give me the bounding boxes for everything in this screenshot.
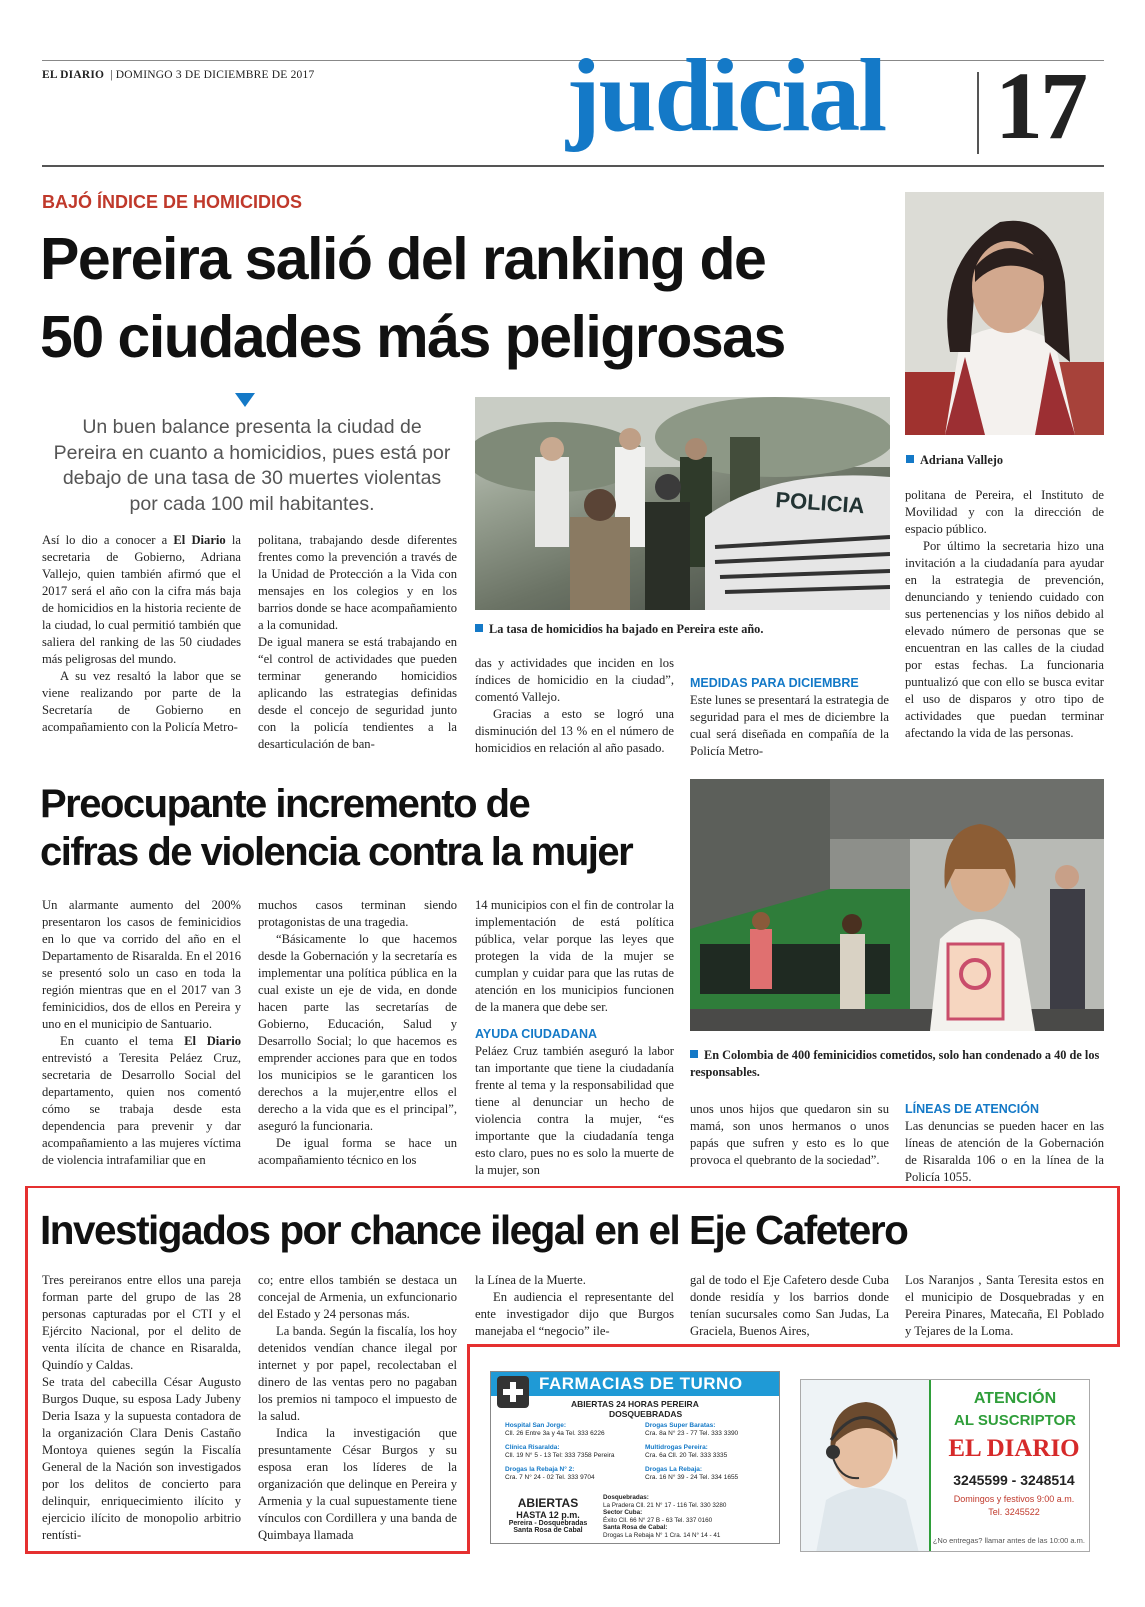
bus-station-photo [690, 779, 1104, 1031]
police-vehicle-text: POLICIA [774, 487, 866, 519]
pharmacy-cross-icon [497, 1376, 529, 1408]
abiertas-label: ABIERTAS [517, 1496, 579, 1510]
caption-bullet-icon [475, 624, 483, 632]
portrait-photo [905, 192, 1104, 435]
section-title: judicial [566, 38, 886, 153]
paper-name-inline: El Diario [184, 1034, 241, 1048]
ad-farmacias [490, 1371, 780, 1544]
story3-column2: co; entre ellos también se destaca un concejal de Armenia, un exfuncionario del Estado y 24 personas más. La banda. Según la fiscalía, los hoy detenidos vendían chance ilegal por internet y por papel, recolectaban el dinero de las ventas pero no pagaban los premios ni tampoco el impuesto de la salud. Indica la investigación que presuntamente César Burgos y su esposa eran los líderes de la organización que delinque en Pereira y Armenia y la cual supuestamente tiene vínculos con Cordillera y una banda de Quimbaya llamada [258, 1273, 457, 1542]
crime-scene-illustration [475, 397, 890, 610]
highlight-box-bottom [25, 1551, 470, 1554]
hasta-label: HASTA 12 p.m. [516, 1510, 580, 1520]
cities-line1: Pereira - Dosquebradas [508, 1520, 588, 1527]
lead-marker-icon [235, 393, 255, 407]
subhead-medidas: MEDIDAS PARA DICIEMBRE [690, 676, 859, 690]
portrait-caption: Adriana Vallejo [906, 452, 1003, 469]
pharmacy-item: Drogas la Rebaja N° 2: Cra. 7 N° 24 - 02 Tel. 333 9704 [505, 1466, 595, 1481]
story2-column4: unos unos hijos que quedaron sin su mamá, son unos hermanos o unos papás que sufren y esto es lo que provoca el quebranto de la sociedad”. [690, 1102, 889, 1167]
highlight-box-step-h [467, 1344, 1120, 1347]
highlight-box-step-v [467, 1344, 470, 1553]
ad-farmacias-list [505, 1422, 775, 1492]
ad-line1: ATENCIÓN [973, 1390, 1057, 1407]
page-number: 17 [995, 52, 1085, 159]
story1-column5: politana de Pereira, el Instituto de Movilidad y con la dirección de espacio público. Por último la secretaria hizo una invitación a la ciudadanía para ayudar en la estrategia de prevención, denunciando y teniendo cuidado con sus pertenencias y los niños debido al elevado número de personas que se encuentran en las calles de la ciudad por estas fechas. La funcionaria puntualizó que con ello se busca evitar el uso de disparos y otro tipo de actividades que puedan terminar afectando la vida de las personas. [905, 488, 1104, 740]
pharmacy-item: Clínica Risaralda: Cll. 19 N° 5 - 13 Tel: 333 7358 Pereira [505, 1444, 615, 1459]
woman-portrait-illustration [905, 192, 1104, 435]
ad-suscriptor [800, 1379, 1090, 1552]
section-divider [977, 72, 979, 154]
ad-note: ¿No entregas? llamar antes de las 10:00 a.m. [932, 1536, 1085, 1545]
story1-column2: politana, trabajando desde diferentes frentes como la prevención a través de la Unidad de Protección a la Vida con mensajes en los colegios y en los barrios donde se hace acompañamiento a la comunidad. De igual manera se está trabajando en “el control de actividades que pueden terminar generando homicidios aplicando las estrategias definidas desde el concejo de seguridad junto con la policía tendientes a la desarticulación de ban- [258, 533, 457, 751]
masthead-dateline: EL DIARIO | DOMINGO 3 DE DICIEMBRE DE 2017 [42, 69, 315, 81]
issue-date: DOMINGO 3 DE DICIEMBRE DE 2017 [115, 69, 315, 81]
story1-kicker: BAJÓ ÍNDICE DE HOMICIDIOS [42, 192, 303, 212]
highlight-box-right-lower [1117, 1186, 1120, 1346]
story1-column3: das y actividades que inciden en los índices de homicidio en la ciudad”, comentó Vallejo. Gracias a esto se logró una disminución del 13 % en el número de homicidios en relación al año pasado. [475, 656, 674, 755]
story3-headline: Investigados por chance ilegal en el Eje Cafetero [40, 1207, 908, 1253]
pharmacy-item: Drogas Super Baratas: Cra. 8a N° 23 - 77 Tel. 333 3390 [645, 1422, 739, 1437]
story1-column1: Así lo dio a conocer a El Diario la secretaria de Gobierno, Adriana Vallejo, quien también afirmó que el 2017 será el año con la cifra más baja de homicidios en la historia reciente de la ciudad, lo cual permitió también que saliera del ranking de las 50 ciudades más peligrosas del mundo. A su vez resaltó la labor que se viene realizando por parte de la Secretaría de Gobierno en acompañamiento con la Policía Metro- [42, 533, 241, 734]
pharmacy-item: Drogas La Rebaja: Cra. 16 N° 39 - 24 Tel. 334 1655 [645, 1466, 739, 1481]
story2-column3: 14 municipios con el fin de controlar la implementación de está política pública, velar porque las leyes que protegen la vida de la mujer se cumplan y cuidar para que las rutas de atención en los municipios funcionen de la manera que debe ser. AYUDA CIUDADANA Peláez Cruz también aseguró la labor tan importante que tiene la ciudadanía frente al tema y la responsabilidad que tiene al denunciar un hecho de violencia contra la mujer, “es importante que la ciudadanía tenga esto claro, pues no es solo la muerte de la mujer, son [475, 898, 674, 1177]
story3-column4: gal de todo el Eje Cafetero desde Cuba donde residía y los barrios donde tenían sucursales como San Judas, La Graciela, Buenos Aires, [690, 1273, 889, 1338]
highlight-box-left [25, 1186, 28, 1553]
story1-column4: MEDIDAS PARA DICIEMBRE Este lunes se presentará la estrategia de seguridad para el mes de diciembre la cual será diseñada en compañía de la Policía Metro- [690, 676, 889, 758]
masthead-rule [42, 165, 1104, 167]
ad-brand: EL DIARIO [948, 1435, 1080, 1462]
pharmacy-item: Multidrogas Pereira: Cra. 6a Cll. 20 Tel. 333 3335 [645, 1444, 728, 1459]
story1-headline-line2: 50 ciudades más peligrosas [40, 304, 785, 370]
paper-name-inline: El Diario [173, 533, 226, 547]
bus-photo-caption: En Colombia de 400 feminicidios cometidos, solo han condenado a 40 de los responsables. [690, 1048, 1100, 1079]
story2-column2: muchos casos terminan siendo protagonistas de una tragedia. “Básicamente lo que hacemos desde la Gobernación y la secretaría es implementar una política pública en la cual existe un eje de vida, en donde hacen parte las secretarías de Gobierno, Educación, Salud y Desarrollo Social; lo que hacemos es emprender acciones para que en todos los municipios se le garanticen los derechos a la mujer,entre ellos el derecho a la vida que es el principal”, aseguró la funcionaria. De igual forma se hace un acompañamiento técnico en los [258, 898, 457, 1167]
story2-column1: Un alarmante aumento del 200% presentaron los casos de feminicidios en lo que va corrido del año en el Departamento de Risaralda. En el 2016 se presentó solo un caso en toda la región mientras que en el 2017 van 3 feminicidios, dos de ellos en Pereira y uno en el municipio de Santuario. En cuanto el tema El Diario entrevistó a Teresita Peláez Cruz, secretaria de Desarrollo Social del departamento, quien nos comentó cómo se trabaja desde esta dependencia para prevenir y dar acompañamiento a las mujeres víctima de violencia intrafamiliar que en [42, 898, 241, 1167]
ad-tel: Tel. 3245522 [988, 1507, 1040, 1517]
ad-farmacias-sub2: DOSQUEBRADAS [609, 1409, 683, 1419]
cities-line2: Santa Rosa de Cabal [513, 1527, 583, 1534]
caption-bullet-icon [690, 1050, 698, 1058]
story3-column1: Tres pereiranos entre ellos una pareja forman parte del grupo de las 28 personas capturadas por el CTI y el Ejército Nacional, por el delito de venta ilícita de chance en Risaralda, Quindío y Caldas. Se trata del cabecilla César Augusto Burgos Duque, su esposa Lady Jubeny Deria Isaza y la supuesta contadora de la organización Clara Denis Castaño Montoya quienes según la Fiscalía General de la Nación son investigados por los delitos de concierto para delinquir, enriquecimiento ilícito y ejercicio ilícito de monopolio arbitrio rentísti- [42, 1273, 241, 1542]
story2-headline-line1: Preocupante incremento de [40, 782, 530, 826]
crime-scene-photo [475, 397, 890, 610]
ad-farmacias-bottom-left [497, 1496, 599, 1540]
ad-farmacias-bottom-right: Dosquebradas: La Pradera Cll. 21 N° 17 - 116 Tel. 330 3280 Sector Cuba: Éxito Cll. 66 N° 27 B - 63 Tel. 337 0160 Santa Rosa de Cabal: Drogas La Rebaja N° 1 Cra. 14 N° 14 - 41 [603, 1494, 727, 1539]
bus-station-illustration [690, 779, 1104, 1031]
ad-farmacias-title: FARMACIAS DE TURNO [539, 1374, 743, 1393]
ad-phones: 3245599 - 3248514 [953, 1472, 1075, 1488]
story2-column5: LÍNEAS DE ATENCIÓN Las denuncias se pueden hacer en las líneas de atención de la Gobernación de Risaralda 106 o en la línea de la Policía 1055. [905, 1102, 1104, 1184]
story2-headline-line2: cifras de violencia contra la mujer [40, 830, 633, 874]
subhead-lineas: LÍNEAS DE ATENCIÓN [905, 1102, 1040, 1116]
story3-column5: Los Naranjos , Santa Teresita estos en el municipio de Dosquebradas y en Pereira Pinares, Matecaña, El Poblado y Tejares de la Loma. [905, 1273, 1104, 1338]
caption-bullet-icon [906, 455, 914, 463]
subhead-ayuda: AYUDA CIUDADANA [475, 1027, 597, 1041]
ad-farmacias-sub1: ABIERTAS 24 HORAS PEREIRA [571, 1399, 699, 1409]
story1-lead: Un buen balance presenta la ciudad de Pereira en cuanto a homicidios, pues está por debajo de una tasa de 30 muertes violentas por cada 100 mil habitantes. [53, 416, 451, 515]
ad-suscriptor-divider [929, 1380, 931, 1552]
pharmacy-item: Hospital San Jorge: Cll. 26 Entre 3a y 4a Tel. 333 6226 [505, 1422, 605, 1437]
operator-woman-illustration [801, 1380, 931, 1552]
paper-name: EL DIARIO [42, 69, 105, 81]
story1-headline-line1: Pereira salió del ranking de [40, 226, 766, 292]
crime-photo-caption: La tasa de homicidios ha bajado en Pereira este año. [475, 621, 895, 638]
ad-hours: Domingos y festivos 9:00 a.m. [953, 1494, 1075, 1504]
ad-line2: AL SUSCRIPTOR [954, 1412, 1076, 1429]
story3-column3: la Línea de la Muerte. En audiencia el representante del ente investigador dijo que Burgos manejaba el “negocio” ile- [475, 1273, 674, 1338]
